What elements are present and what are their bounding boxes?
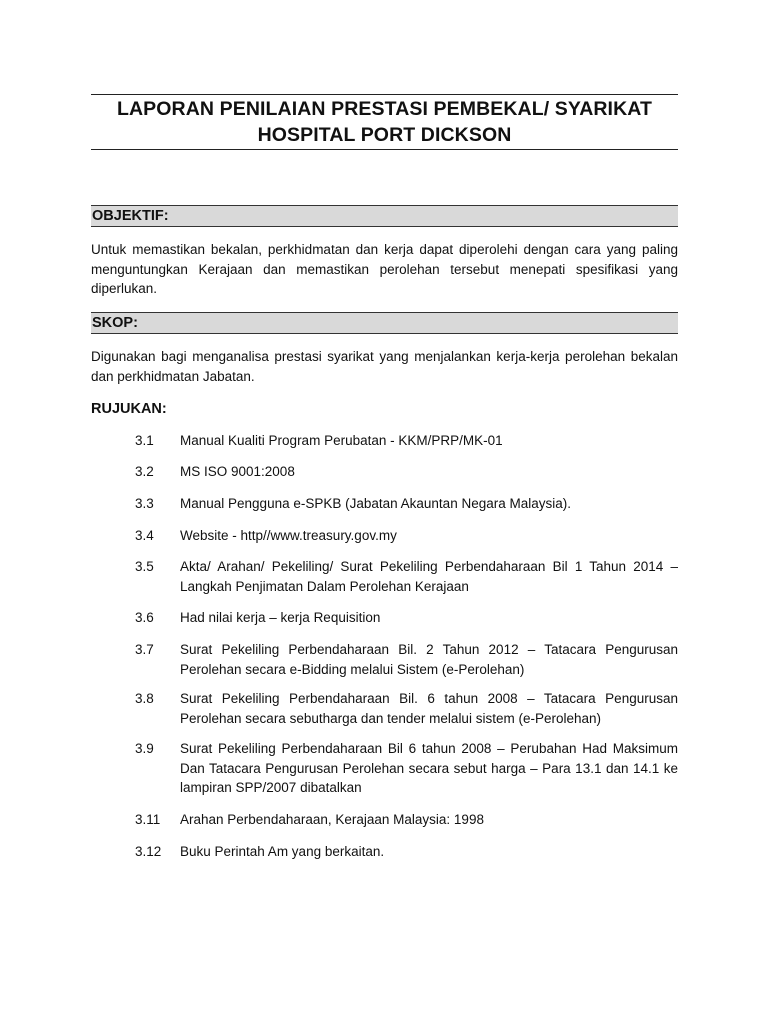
reference-item [135,689,678,728]
reference-text: MS ISO 9001:2008 [180,464,295,479]
reference-number: 3.11 [135,812,161,827]
reference-text: Surat Pekeliling Perbendaharaan Bil 6 tahun 2008 – Perubahan Had Maksimum Dan Tatacara Pengurusan Perolehan secara sebut harga – Para 13.1 dan 14.1 ke lampiran SPP/2007 dibatalkan [180,741,678,795]
reference-number: 3.3 [135,496,154,511]
reference-number: 3.4 [135,528,154,543]
rujukan-heading: RUJUKAN: [91,401,167,417]
skop-text: Digunakan bagi menganalisa prestasi syarikat yang menjalankan kerja-kerja perolehan bekalan dan perkhidmatan Jabatan. [91,349,678,384]
reference-text: Buku Perintah Am yang berkaitan. [180,844,385,859]
skop-heading-label: SKOP: [92,315,138,331]
reference-number: 3.9 [135,741,154,756]
reference-item [135,431,678,451]
reference-text: Had nilai kerja – kerja Requisition [180,610,381,625]
reference-text: Arahan Perbendaharaan, Kerajaan Malaysia: 1998 [180,812,484,827]
reference-text: Surat Pekeliling Perbendaharaan Bil. 6 tahun 2008 – Tatacara Pengurusan Perolehan secara sebutharga dan tender melalui sistem (e-Perolehan) [180,691,678,726]
reference-number: 3.12 [135,844,162,859]
reference-item [135,842,678,862]
reference-text: Akta/ Arahan/ Pekeliling/ Surat Pekeliling Perbendaharaan Bil 1 Tahun 2014 – Langkah Penjimatan Dalam Perolehan Kerajaan [180,559,678,594]
reference-item [135,739,678,798]
reference-number: 3.2 [135,464,154,479]
objektif-text: Untuk memastikan bekalan, perkhidmatan dan kerja dapat diperolehi dengan cara yang paling menguntungkan Kerajaan dan memastikan perolehan tersebut menepati spesifikasi yang diperlukan. [91,242,678,296]
reference-number: 3.7 [135,642,154,657]
reference-text: Surat Pekeliling Perbendaharaan Bil. 2 Tahun 2012 – Tatacara Pengurusan Perolehan secara e-Bidding melalui Sistem (e-Perolehan) [180,642,678,677]
reference-number: 3.6 [135,610,154,625]
reference-item [135,494,678,514]
objektif-heading-label: OBJEKTIF: [92,208,169,224]
reference-text: Manual Kualiti Program Perubatan - KKM/PRP/MK-01 [180,433,503,448]
reference-item [135,608,678,628]
reference-item [135,526,678,546]
reference-item [135,462,678,482]
reference-text: Website - http//www.treasury.gov.my [180,528,397,543]
reference-number: 3.5 [135,559,154,574]
document-title: LAPORAN PENILAIAN PRESTASI PEMBEKAL/ SYARIKAT [116,98,653,120]
document-title-block [91,94,678,150]
reference-item [135,810,678,830]
document-subtitle: HOSPITAL PORT DICKSON [257,124,512,146]
section-skop-heading [91,312,678,334]
reference-text: Manual Pengguna e-SPKB (Jabatan Akauntan Negara Malaysia). [180,496,571,511]
reference-number: 3.8 [135,691,154,706]
reference-item [135,557,678,596]
reference-item [135,640,678,679]
section-objektif-heading [91,205,678,227]
reference-number: 3.1 [135,433,154,448]
